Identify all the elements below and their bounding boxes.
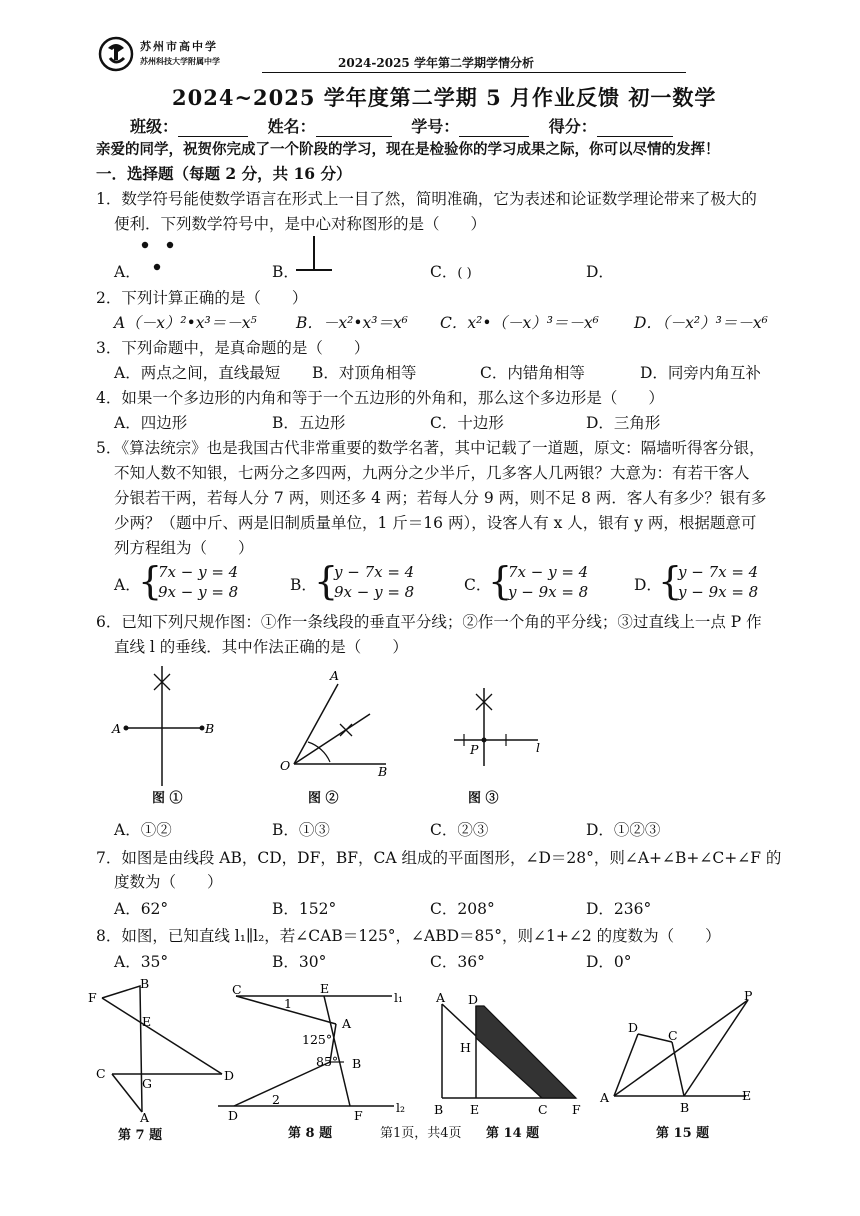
id-label: 学号： — [411, 117, 460, 136]
q3-option-c: C．内错角相等 — [480, 364, 585, 382]
q8-option-c: C．36° — [430, 953, 485, 971]
q6-figure-3 — [448, 682, 548, 772]
q5-option-b: B． — [290, 576, 317, 594]
name-blank[interactable] — [316, 120, 392, 137]
fig7-label-e: E — [142, 1014, 152, 1029]
fig8-label-e: E — [320, 981, 330, 996]
fig8-label-f: F — [354, 1108, 363, 1122]
q5-option-d: D． — [634, 576, 662, 594]
score-blank[interactable] — [597, 120, 673, 137]
fig8-label-c: C — [232, 982, 242, 997]
q7-line2: 度数为（ ） — [114, 873, 223, 891]
class-label: 班级： — [130, 117, 179, 136]
figure-q14 — [426, 986, 592, 1120]
q6-figure-2 — [278, 662, 398, 780]
q3-stem: 3．下列命题中，是真命题的是（ ） — [96, 339, 370, 357]
q4-stem: 4．如果一个多边形的内角和等于一个五边形的外角和，那么这个多边形是（ ） — [96, 389, 664, 407]
q4-option-b: B．五边形 — [272, 414, 346, 432]
figure-q7 — [84, 978, 234, 1124]
fig8-angle-1: 1 — [284, 996, 292, 1011]
fig15-label-b: B — [680, 1100, 690, 1115]
school-subname: 苏州科技大学附属中学 — [140, 56, 220, 66]
class-blank[interactable] — [178, 120, 248, 137]
header-title: 2024-2025 学年第二学期学情分析 — [338, 56, 534, 70]
fig14-label-b: B — [434, 1102, 444, 1117]
q1-perpendicular-symbol — [294, 234, 334, 274]
q5-line2: 不知人数不知银，七两分之多四两，九两分之少半斤，几多客人几两银？大意为：有若干客人 — [114, 464, 750, 482]
q7-option-b: B．152° — [272, 900, 337, 918]
q4-option-a: A．四边形 — [114, 414, 188, 432]
q3-option-d: D．同旁内角互补 — [640, 364, 761, 382]
school-name: 苏州市高中学 — [140, 40, 218, 53]
q3-option-a: A．两点之间，直线最短 — [114, 364, 281, 382]
q1-option-d: D． — [586, 263, 614, 281]
page-footer: 第1页，共4页 — [380, 1126, 462, 1141]
q1-dots-symbol — [136, 236, 180, 276]
q5-brace-b: { — [314, 559, 339, 603]
q6-option-a: A．①② — [114, 821, 172, 839]
fig1-label-b: B — [205, 721, 215, 736]
fig14-label-c: C — [538, 1102, 548, 1117]
q1-line2: 便利．下列数学符号中，是中心对称图形的是（ ） — [114, 215, 487, 233]
q7-option-d: D．236° — [586, 900, 652, 918]
q6-line1: 6．已知下列尺规作图：①作一条线段的垂直平分线；②作一个角的平分线；③过直线上一点 P 作 — [96, 613, 762, 631]
fig8-caption: 第 8 题 — [288, 1126, 333, 1141]
fig8-label-l1: l₁ — [394, 990, 404, 1005]
q2-stem: 2．下列计算正确的是（ ） — [96, 289, 308, 307]
q4-option-c: C．十边形 — [430, 414, 504, 432]
fig3-label-l: l — [536, 740, 540, 755]
fig2-label-a: A — [330, 668, 340, 683]
fig14-label-d: D — [468, 992, 479, 1007]
fig8-angle-2: 2 — [272, 1092, 280, 1107]
score-label: 得分： — [548, 117, 597, 136]
q7-option-a: A．62° — [114, 900, 169, 918]
figure-q15 — [596, 990, 766, 1118]
q2-option-d: D．（－x²）³＝－x⁶ — [634, 314, 768, 332]
q5-system-b: y − 7x = 4 9x − y = 8 — [334, 563, 415, 601]
fig2-label-o: O — [280, 758, 291, 773]
fig1-label-a: A — [112, 721, 122, 736]
q5-brace-d: { — [658, 559, 683, 603]
q2-option-c: C．x²•（－x）³＝－x⁶ — [440, 314, 599, 332]
q5-system-c: 7x − y = 4 y − 9x = 8 — [508, 563, 589, 601]
header-rule — [262, 72, 686, 73]
fig7-label-d: D — [224, 1068, 234, 1083]
q6-option-d: D．①②③ — [586, 821, 661, 839]
q6-option-b: B．①③ — [272, 821, 330, 839]
fig8-label-a: A — [342, 1016, 352, 1031]
q2-option-b: B．－x²•x³＝x⁶ — [296, 314, 408, 332]
school-logo — [98, 36, 134, 72]
fig2-label-b: B — [378, 764, 388, 779]
q5-brace-c: { — [488, 559, 513, 603]
fig7-caption: 第 7 题 — [118, 1128, 163, 1143]
q1-line1: 1．数学符号能使数学语言在形式上一目了然，简明准确，它为表述和论证数学理论带来了极大的 — [96, 190, 757, 208]
q6-fig3-caption: 图 ③ — [468, 791, 499, 806]
fig15-label-c: C — [668, 1028, 678, 1043]
q5-system-d: y − 7x = 4 y − 9x = 8 — [678, 563, 759, 601]
q3-option-b: B．对顶角相等 — [312, 364, 417, 382]
fig7-label-g: G — [142, 1076, 152, 1091]
fig7-label-a: A — [140, 1110, 150, 1124]
q6-option-c: C．②③ — [430, 821, 489, 839]
fig8-angle-85: 85° — [316, 1054, 339, 1069]
fig3-label-p: P — [470, 742, 479, 757]
q4-option-d: D．三角形 — [586, 414, 661, 432]
fig8-label-l2: l₂ — [396, 1100, 406, 1115]
id-blank[interactable] — [459, 120, 529, 137]
q5-line3: 分银若干两，若每人分 7 两，则还多 4 两；若每人分 9 两，则不足 8 两．客人有多少？银有多 — [114, 489, 767, 507]
name-label: 姓名： — [267, 117, 316, 136]
q5-line5: 列方程组为（ ） — [114, 539, 254, 557]
q8-option-a: A．35° — [114, 953, 169, 971]
q5-system-a: 7x − y = 4 9x − y = 8 — [158, 563, 239, 601]
fig15-label-p: P — [744, 990, 753, 1003]
q1-option-a: A． — [114, 263, 141, 281]
figure-q8 — [214, 980, 414, 1122]
q8-option-d: D．0° — [586, 953, 632, 971]
fig15-caption: 第 15 题 — [656, 1126, 710, 1141]
fig14-label-f: F — [572, 1102, 581, 1117]
fig7-label-f: F — [88, 990, 97, 1005]
fig14-label-a: A — [436, 990, 446, 1005]
q1-option-b: B． — [272, 263, 299, 281]
q5-line4: 少两？（题中斤、两是旧制质量单位，1 斤＝16 两），设客人有 x 人，银有 y 两，根据题意可 — [114, 514, 757, 532]
fig14-label-e: E — [470, 1102, 480, 1117]
fig8-label-d: D — [228, 1108, 239, 1122]
info-line — [130, 114, 673, 137]
q6-fig2-caption: 图 ② — [308, 791, 339, 806]
fig14-caption: 第 14 题 — [486, 1126, 540, 1141]
page-title: 2024~2025 学年度第二学期 5 月作业反馈 初一数学 — [172, 85, 717, 110]
q8-option-b: B．30° — [272, 953, 327, 971]
q6-figure-1 — [110, 662, 220, 792]
fig15-label-d: D — [628, 1020, 639, 1035]
section-heading: 一．选择题（每题 2 分，共 16 分） — [96, 164, 352, 183]
q2-option-a: A（－x）²•x³＝－x⁵ — [114, 314, 257, 332]
fig14-label-h: H — [460, 1040, 471, 1055]
greeting: 亲爱的同学，祝贺你完成了一个阶段的学习，现在是检验你的学习成果之际，你可以尽情的发挥！ — [96, 141, 720, 158]
q5-line1: 5．《算法统宗》也是我国古代非常重要的数学名著，其中记载了一道题，原文：隔墙听得客分银， — [96, 439, 765, 457]
fig8-angle-125: 125° — [302, 1032, 333, 1047]
q5-option-c: C． — [464, 576, 492, 594]
q5-option-a: A． — [114, 576, 141, 594]
q8-stem: 8．如图，已知直线 l₁∥l₂，若∠CAB＝125°，∠ABD＝85°，则∠1+∠2 的度数为（ ） — [96, 927, 721, 945]
q7-option-c: C．208° — [430, 900, 495, 918]
q7-line1: 7．如图是由线段 AB，CD，DF，BF，CA 组成的平面图形，∠D＝28°，则∠A+∠B+∠C+∠F 的 — [96, 849, 782, 867]
q1-option-c: C．( ) — [430, 263, 472, 281]
q5-brace-a: { — [138, 559, 163, 603]
fig15-label-e: E — [742, 1088, 752, 1103]
fig7-label-c: C — [96, 1066, 106, 1081]
fig7-label-b: B — [140, 978, 150, 991]
q6-line2: 直线 l 的垂线．其中作法正确的是（ ） — [114, 638, 408, 656]
q6-fig1-caption: 图 ① — [152, 791, 183, 806]
fig15-label-a: A — [600, 1090, 610, 1105]
fig8-label-b: B — [352, 1056, 362, 1071]
